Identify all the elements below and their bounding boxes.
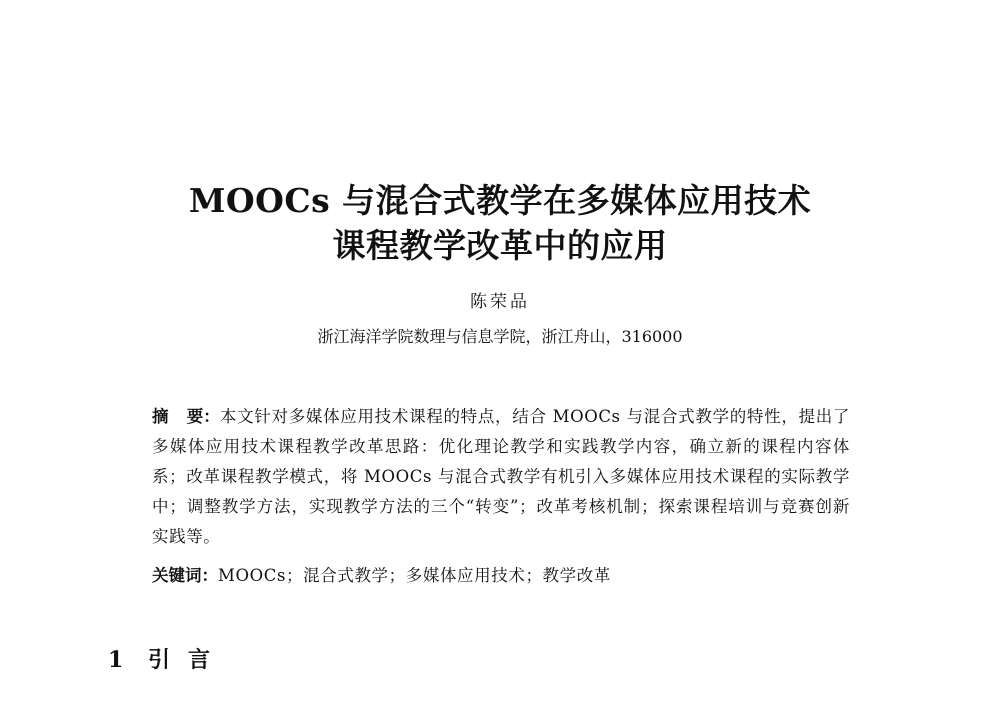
section-heading bbox=[108, 645, 228, 675]
section-number: 1 bbox=[108, 647, 124, 673]
abstract-label-second: 要： bbox=[186, 407, 220, 426]
keywords-text: MOOCs；混合式教学；多媒体应用技术；教学改革 bbox=[218, 566, 611, 585]
author-name: 陈荣品 bbox=[470, 292, 530, 312]
author-affiliation: 浙江海洋学院数理与信息学院，浙江舟山，316000 bbox=[317, 327, 683, 346]
section-title: 引言 bbox=[148, 647, 229, 673]
paper-title-line-2: 课程教学改革中的应用 bbox=[332, 226, 668, 265]
abstract-text: 本文针对多媒体应用技术课程的特点，结合 MOOCs 与混合式教学的特性，提出了多媒体应用技术课程教学改革思路：优化理论教学和实践教学内容，确立新的课程内容体系；改革课程教学模式，将 MOOCs 与混合式教学有机引入多媒体应用技术课程的实际教学中；调整教学方法，实现教学方法的三个“转变”；改革考核机制；探索课程培训与竞赛创新实践等。 bbox=[152, 407, 851, 546]
paper-title-line-1: MOOCs 与混合式教学在多媒体应用技术 bbox=[188, 181, 812, 220]
keywords-label: 关键词： bbox=[152, 566, 218, 585]
keywords-block bbox=[152, 561, 850, 591]
abstract-label-first: 摘 bbox=[152, 407, 169, 426]
abstract-block bbox=[152, 402, 850, 552]
